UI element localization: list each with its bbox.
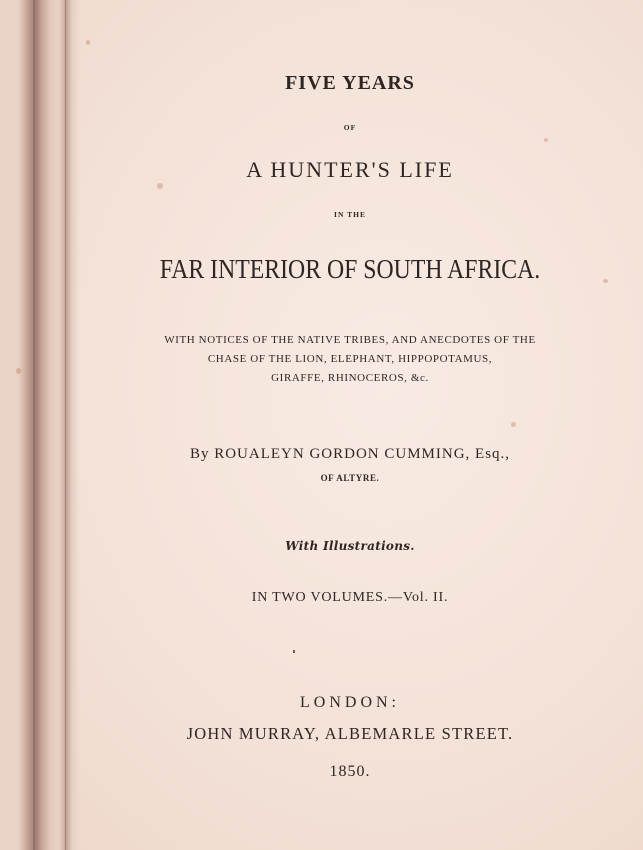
- foxing-spot: [511, 422, 516, 427]
- title-line-1: FIVE YEARS: [285, 72, 415, 94]
- imprint-publisher: JOHN MURRAY, ALBEMARLE STREET.: [186, 724, 514, 743]
- notice-line-2: CHASE OF THE LION, ELEPHANT, HIPPOPOTAMUS,: [207, 353, 493, 365]
- title-line-2: A HUNTER'S LIFE: [246, 157, 454, 182]
- connector-of: OF: [343, 123, 357, 132]
- volume-statement: IN TWO VOLUMES.—Vol. II.: [251, 590, 449, 605]
- foxing-spot: [86, 40, 90, 45]
- notice-line-1: WITH NOTICES OF THE NATIVE TRIBES, AND ANECDOTES OF THE: [164, 334, 536, 346]
- title-line-3: FAR INTERIOR OF SOUTH AFRICA.: [159, 254, 541, 284]
- foxing-spot: [157, 183, 163, 189]
- ink-speck: [293, 650, 295, 653]
- author-place: OF ALTYRE.: [320, 473, 380, 483]
- connector-in-the: IN THE: [334, 210, 366, 219]
- imprint-city: LONDON:: [300, 694, 400, 711]
- illustrations-note: With Illustrations.: [285, 539, 415, 553]
- author-line: By ROUALEYN GORDON CUMMING, Esq.,: [189, 446, 511, 462]
- imprint-year: 1850.: [329, 763, 371, 780]
- gutter-crease: [33, 0, 35, 850]
- notice-line-3: GIRAFFE, RHINOCEROS, &c.: [271, 372, 429, 384]
- foxing-spot: [16, 368, 21, 374]
- foxing-spot: [544, 138, 548, 142]
